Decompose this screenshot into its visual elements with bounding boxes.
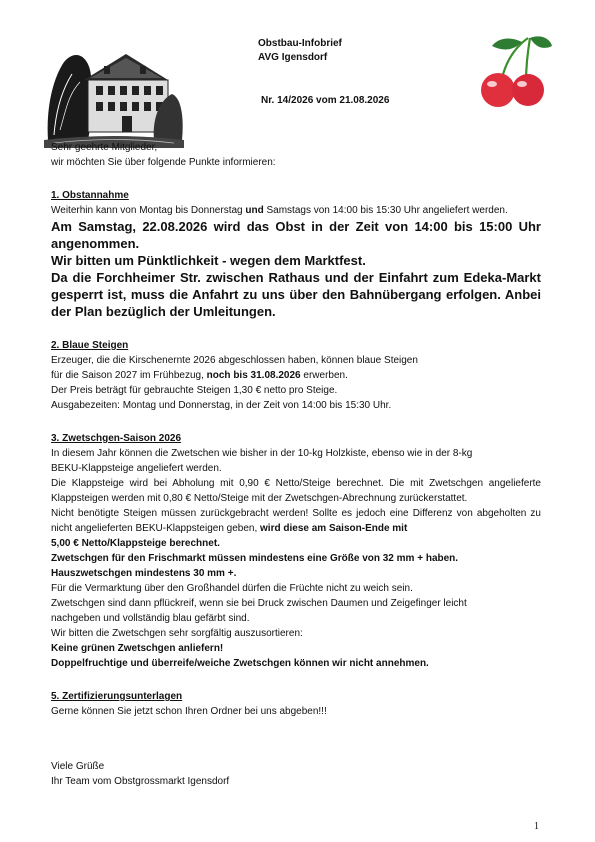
closing-greeting: Viele Grüße xyxy=(51,761,105,772)
letter-body xyxy=(51,140,541,789)
section-1-paragraph: Weiterhin kann von Montag bis Donnerstag und Samstags von 14:00 bis 15:30 Uhr angeliefert werden. xyxy=(51,205,508,216)
section-2-line: für die Saison 2027 im Frühbezug, noch bis 31.08.2026 erwerben. xyxy=(51,370,348,381)
section-3-line: Keine grünen Zwetschgen anliefern! xyxy=(51,643,224,654)
section-3-line: Für die Vermarktung über den Großhandel dürfen die Früchte nicht zu weich sein. xyxy=(51,583,413,594)
closing-signature: Ihr Team vom Obstgrossmarkt Igensdorf xyxy=(51,776,230,787)
section-3-line: Hauszwetschgen mindestens 30 mm +. xyxy=(51,568,237,579)
section-2-line: Erzeuger, die die Kirschenernte 2026 abgeschlossen haben, können blaue Steigen xyxy=(51,355,418,366)
section-3-paragraph: Die Klappsteige wird bei Abholung mit 0,90 € Netto/Steige berechnet. Die mit Zwetschgen angelieferte Klappsteigen werden mit 0,80 € Netto/Steige mit der Zwetschgen-Abrechnung zurückerstattet. xyxy=(51,478,541,504)
section-3-line: Wir bitten die Zwetschgen sehr sorgfältig auszusortieren: xyxy=(51,628,303,639)
salutation: Sehr geehrte Mitglieder, xyxy=(51,142,158,153)
section-3-line: 5,00 € Netto/Klappsteige berechnet. xyxy=(51,538,220,549)
section-1-notice-date: Am Samstag, 22.08.2026 wird das Obst in der Zeit von 14:00 bis 15:00 Uhr angenommen. xyxy=(51,219,541,251)
section-1-notice-detour: Da die Forchheimer Str. zwischen Rathaus und der Einfahrt zum Edeka-Markt gesperrt ist, muss die Anfahrt zu uns über den Bahnübergang erfolgen. Anbei der Plan bezüglich der Umleitungen. xyxy=(51,270,541,319)
section-2-line: Ausgabezeiten: Montag und Donnerstag, in der Zeit von 14:00 bis 15:30 Uhr. xyxy=(51,400,392,411)
page-number: 1 xyxy=(534,821,539,832)
section-3-line: nachgeben und vollständig blau gefärbt sind. xyxy=(51,613,250,624)
section-2-title: 2. Blaue Steigen xyxy=(51,340,129,351)
intro-line: wir möchten Sie über folgende Punkte informieren: xyxy=(51,157,276,168)
section-3-line: Zwetschgen sind dann pflückreif, wenn sie bei Druck zwischen Daumen und Zeigefinger leicht xyxy=(51,598,467,609)
section-3-line: BEKU-Klappsteige angeliefert werden. xyxy=(51,463,222,474)
header-organization: AVG Igensdorf xyxy=(258,52,328,63)
header-title: Obstbau-Infobrief xyxy=(258,38,342,49)
section-3-line: Doppelfruchtige und überreife/weiche Zwetschgen können wir nicht annehmen. xyxy=(51,658,429,669)
section-2-line: Der Preis beträgt für gebrauchte Steigen 1,30 € netto pro Steige. xyxy=(51,385,338,396)
section-3-line: Zwetschgen für den Frischmarkt müssen mindestens eine Größe von 32 mm + haben. xyxy=(51,553,459,564)
building-sketch-illustration xyxy=(44,40,184,148)
section-5-line: Gerne können Sie jetzt schon Ihren Ordner bei uns abgeben!!! xyxy=(51,706,327,717)
section-1-title: 1. Obstannahme xyxy=(51,190,129,201)
cherry-logo xyxy=(470,32,554,110)
issue-number: Nr. 14/2026 vom 21.08.2026 xyxy=(261,95,390,106)
section-3-paragraph: Nicht benötigte Steigen müssen zurückgebracht werden! Sollte es jedoch eine Differenz von abgeholten zu nicht angelieferten BEKU-Klappsteigen geben, wird diese am Saison-Ende mit xyxy=(51,508,541,534)
section-3-line: In diesem Jahr können die Zwetschen wie bisher in der 10-kg Holzkiste, ebenso wie in der 8-kg xyxy=(51,448,473,459)
section-1-notice-punctuality: Wir bitten um Pünktlichkeit - wegen dem Marktfest. xyxy=(51,253,366,268)
section-3-title: 3. Zwetschgen-Saison 2026 xyxy=(51,433,182,444)
section-5-title: 5. Zertifizierungsunterlagen xyxy=(51,691,183,702)
